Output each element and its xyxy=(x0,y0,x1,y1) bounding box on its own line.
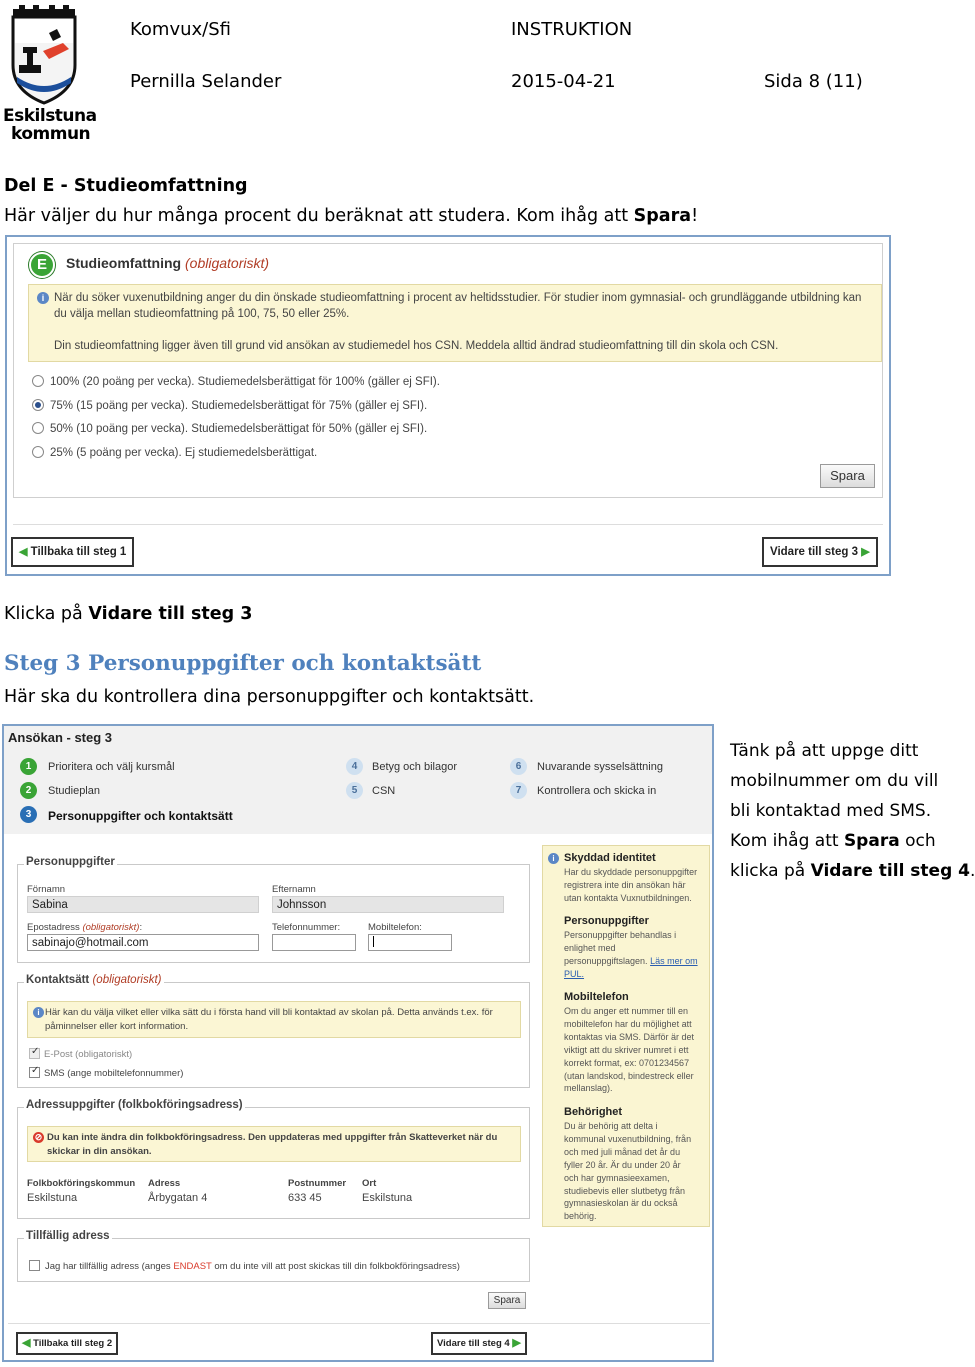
address-col-value: 633 45 xyxy=(288,1192,322,1204)
header-date: 2015-04-21 xyxy=(511,71,616,92)
first-name-field[interactable]: Sabina xyxy=(27,896,259,913)
step-2-label[interactable]: Studieplan xyxy=(48,785,100,797)
save-button[interactable]: Spara xyxy=(820,464,875,488)
save-button[interactable]: Spara xyxy=(488,1292,526,1309)
coat-of-arms-icon xyxy=(3,3,87,107)
sms-option-label: SMS (ange mobiltelefonnummer) xyxy=(44,1068,184,1079)
option-50-percent[interactable]: 50% (10 poäng per vecka). Studiemedelsberättigat för 50% (gäller ej SFI). xyxy=(32,422,427,435)
step-4-label: Betyg och bilagor xyxy=(372,761,457,773)
info-icon: i xyxy=(37,292,49,304)
divider xyxy=(8,1323,710,1324)
email-checkbox xyxy=(29,1048,40,1059)
tillfallig-adress-title: Tillfällig adress xyxy=(26,1230,110,1242)
address-col-label: Postnummer xyxy=(288,1178,347,1189)
kontaktsatt-section xyxy=(17,974,530,1088)
sms-checkbox[interactable] xyxy=(29,1067,40,1078)
text-cursor xyxy=(373,936,374,947)
email-field[interactable]: sabinajo@hotmail.com xyxy=(27,934,259,951)
step-3-intro: Här ska du kontrollera dina personuppgifter och kontaktsätt. xyxy=(4,687,535,707)
mobiltelefon-heading: Mobiltelefon xyxy=(564,991,629,1003)
address-warning-box xyxy=(27,1126,521,1162)
step-progress-header xyxy=(4,726,712,834)
step-3-dot: 3 xyxy=(20,806,37,823)
last-name-field[interactable]: Johnsson xyxy=(272,896,504,913)
first-name-label: Förnamn xyxy=(27,884,66,895)
adressuppgifter-title: Adressuppgifter (folkbokföringsadress) xyxy=(26,1099,243,1111)
info-line: påminnelser eller kort information. xyxy=(45,1021,189,1032)
address-col-label: Ort xyxy=(362,1178,377,1189)
next-to-step-3-button[interactable]: Vidare till steg 3 ▶ xyxy=(762,537,878,567)
skyddad-identitet-text: Har du skyddade personuppgifter registrera inte din ansökan här utan kontakta Vuxnutbildningen. xyxy=(564,867,698,903)
email-label: Epostadress (obligatoriskt): xyxy=(27,922,143,933)
step-3-label: Personuppgifter och kontaktsätt xyxy=(48,809,233,823)
studieomfattning-screenshot xyxy=(5,235,891,576)
step-6-label: Nuvarande sysselsättning xyxy=(537,761,663,773)
header-school: Komvux/Sfi xyxy=(130,19,231,40)
address-col-value: Eskilstuna xyxy=(362,1192,413,1204)
section-e-badge: E xyxy=(29,252,55,278)
divider xyxy=(13,524,883,525)
option-75-percent[interactable]: 75% (15 poäng per vecka). Studiemedelsberättigat för 75% (gäller ej SFI). xyxy=(32,399,427,412)
step-4-dot: 4 xyxy=(346,758,363,775)
studieomfattning-info-box xyxy=(28,284,882,362)
step-3-heading: Steg 3 Personuppgifter och kontaktsätt xyxy=(4,651,482,676)
next-to-step-4-button[interactable]: Vidare till steg 4 ▶ xyxy=(431,1332,527,1355)
read-more-link[interactable]: Läs mer om xyxy=(650,955,698,966)
sms-note: Tänk på att uppge ditt mobilnummer om du vill bli kontaktad med SMS. Kom ihåg att Spara och klicka på Vidare till steg 4. xyxy=(730,741,975,881)
warning-line: skickar in din ansökan. xyxy=(47,1146,152,1157)
help-sidebar xyxy=(542,845,710,1227)
studieomfattning-panel xyxy=(13,243,883,498)
radio-button[interactable] xyxy=(32,446,44,458)
step-2-dot: 2 xyxy=(20,782,37,799)
back-to-step-2-button[interactable]: ◀ Tillbaka till steg 2 xyxy=(16,1332,118,1355)
personuppgifter-heading: Personuppgifter xyxy=(564,915,649,927)
address-col-label: Adress xyxy=(148,1178,181,1189)
address-col-value: Eskilstuna xyxy=(27,1192,78,1204)
address-col-label: Folkbokföringskommun xyxy=(27,1178,136,1189)
radio-button-selected[interactable] xyxy=(32,399,44,411)
radio-button[interactable] xyxy=(32,422,44,434)
arrow-left-icon: ◀ xyxy=(19,546,28,558)
info-icon: i xyxy=(33,1007,44,1018)
step-1-label[interactable]: Prioritera och välj kursmål xyxy=(48,761,175,773)
step-1-dot: 1 xyxy=(20,758,37,775)
personuppgifter-screenshot xyxy=(2,724,714,1362)
arrow-right-icon: ▶ xyxy=(861,546,870,558)
pul-link[interactable]: PUL. xyxy=(564,968,585,979)
eskilstuna-kommun-logo xyxy=(3,3,97,145)
kontaktsatt-info-box xyxy=(27,1001,521,1038)
step-7-dot: 7 xyxy=(510,782,527,799)
studieomfattning-title: Studieomfattning (obligatoriskt) xyxy=(66,255,270,271)
personuppgifter-title: Personuppgifter xyxy=(26,856,115,868)
section-e-heading: Del E - Studieomfattning xyxy=(4,176,248,196)
last-name-label: Efternamn xyxy=(272,884,316,895)
header-doc-type: INSTRUKTION xyxy=(511,19,633,40)
step-5-dot: 5 xyxy=(346,782,363,799)
step-6-dot: 6 xyxy=(510,758,527,775)
no-entry-icon: ⊘ xyxy=(34,1132,43,1142)
header-author: Pernilla Selander xyxy=(130,71,282,92)
email-option-label: E-Post (obligatoriskt) xyxy=(44,1049,133,1060)
info-line: du välja mellan studieomfattning på 100, 75, 50 eller 25%. xyxy=(54,308,350,320)
skyddad-identitet-heading: Skyddad identitet xyxy=(564,852,656,864)
section-e-intro: Här väljer du hur många procent du beräknat att studera. Kom ihåg att Spara! xyxy=(4,206,699,226)
application-step-title: Ansökan - steg 3 xyxy=(8,730,113,745)
mobile-label: Mobiltelefon: xyxy=(368,922,422,933)
info-line: När du söker vuxenutbildning anger du din önskade studieomfattning i procent av heltidsstudier. För studier inom gymnasial- och grundläggande utbildning kan xyxy=(54,292,862,304)
step-7-label: Kontrollera och skicka in xyxy=(537,785,657,797)
adressuppgifter-section xyxy=(17,1099,530,1219)
info-line: Här kan du välja vilket eller vilka sätt du i första hand vill bli kontaktad av skolan på. Detta används t.ex. för xyxy=(45,1007,493,1018)
behorighet-text: Du är behörig att delta i kommunal vuxenutbildning, från och med juli månad det år du fyller 20 år. Är du under 20 år och har gymnasieexamen, studiebevis eller slutbetyg från gymnasieskolan är du också behörig. xyxy=(564,1121,692,1222)
temp-address-checkbox[interactable] xyxy=(29,1260,40,1271)
personuppgifter-section xyxy=(17,856,530,963)
logo-text-line-2: kommun xyxy=(11,124,91,144)
back-to-step-1-button[interactable]: ◀ Tillbaka till steg 1 xyxy=(11,537,134,567)
arrow-left-icon: ◀ xyxy=(22,1337,31,1349)
click-instruction: Klicka på Vidare till steg 3 xyxy=(4,604,253,624)
mobile-field[interactable] xyxy=(368,934,452,951)
logo-text-line-1: Eskilstuna xyxy=(3,106,97,126)
mobiltelefon-text: Om du anger ett nummer till en mobiltelefon har du möjlighet att kontaktas via SMS. Därför är det viktigt att du skriver numret i ett korrekt format, ex: 0701234567 (utan landskod, bindestreck eller mellanslag). xyxy=(564,1006,695,1094)
header-page-number: Sida 8 (11) xyxy=(764,71,863,92)
info-line: Din studieomfattning ligger även till grund vid ansökan av studiemedel hos CSN. Meddela alltid ändrad studieomfattning till din skola och CSN. xyxy=(54,340,779,352)
tillfallig-adress-section xyxy=(17,1230,530,1282)
behorighet-heading: Behörighet xyxy=(564,1106,623,1118)
arrow-right-icon: ▶ xyxy=(512,1337,521,1349)
temp-address-label: Jag har tillfällig adress (anges ENDAST om du inte vill att post skickas till din folkbokföringsadress) xyxy=(45,1261,460,1272)
personuppgifter-text: Personuppgifter behandlas i enlighet med personuppgiftslagen. Läs mer om PUL. xyxy=(564,930,698,979)
phone-label: Telefonnummer: xyxy=(272,922,341,933)
option-25-percent[interactable]: 25% (5 poäng per vecka). Ej studiemedelsberättigat. xyxy=(32,446,317,459)
step-5-label: CSN xyxy=(372,785,396,797)
warning-line: Du kan inte ändra din folkbokföringsadress. Den uppdateras med uppgifter från Skatteverket när du xyxy=(47,1132,498,1143)
address-col-value: Årbygatan 4 xyxy=(148,1192,208,1204)
radio-button[interactable] xyxy=(32,375,44,387)
info-icon: i xyxy=(548,853,559,864)
phone-field[interactable] xyxy=(272,934,356,951)
option-100-percent[interactable]: 100% (20 poäng per vecka). Studiemedelsberättigat för 100% (gäller ej SFI). xyxy=(32,375,440,388)
kontaktsatt-title: Kontaktsätt (obligatoriskt) xyxy=(26,974,162,986)
